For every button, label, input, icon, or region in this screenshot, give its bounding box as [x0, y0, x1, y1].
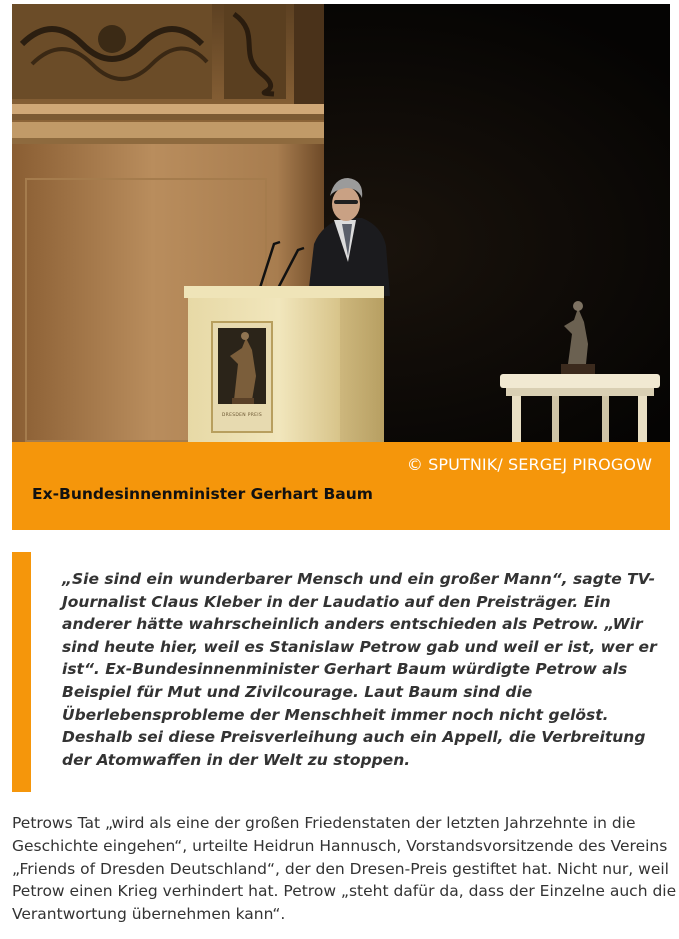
quote-accent-bar: [12, 552, 31, 792]
blockquote: [12, 552, 670, 792]
caption-bar: [12, 442, 670, 530]
photo-caption: Ex-Bundesinnenminister Gerhart Baum: [32, 485, 373, 503]
quote-text: „Sie sind ein wunderbarer Mensch und ein großer Mann“, sagte TV-Journalist Claus Kleber in der Laudatio auf den Preisträger. Ein anderer hätte wahrscheinlich anders entschieden als Petrow. „Wir sind heute hier, weil es Stanislaw Petrow gab und weil er ist, wer er ist“. Ex-Bundesinnenminister Gerhart Baum würdigte Petrow als Beispiel für Mut und Zivilcourage. Laut Baum sind die Überlebensprobleme der Menschheit immer noch nicht gelöst. Deshalb sei diese Preisverleihung auch ein Appell, die Verbreitung der Atomwaffen in der Welt zu stoppen.: [62, 570, 657, 769]
podium-sign: DRESDEN PREIS: [221, 413, 263, 418]
article-paragraph: Petrows Tat „wird als eine der großen Friedenstaten der letzten Jahrzehnte in die Geschichte eingehen“, urteilte Heidrun Hannusch, Vorstandsvorsitzende des Vereins „Friends of Dresden Deutschland“, der den Dresen-Preis gestiftet hat. Nicht nur, weil Petrow einen Krieg verhindert hat. Petrow „steht dafür da, dass der Einzelne auch die Verantwortung übernehmen kann“.: [12, 814, 677, 924]
article-photo: [12, 4, 670, 442]
stage-photo-illustration: [12, 4, 670, 442]
photo-credit: © SPUTNIK/ SERGEJ PIROGOW: [406, 455, 652, 474]
article-figure: [12, 4, 670, 530]
